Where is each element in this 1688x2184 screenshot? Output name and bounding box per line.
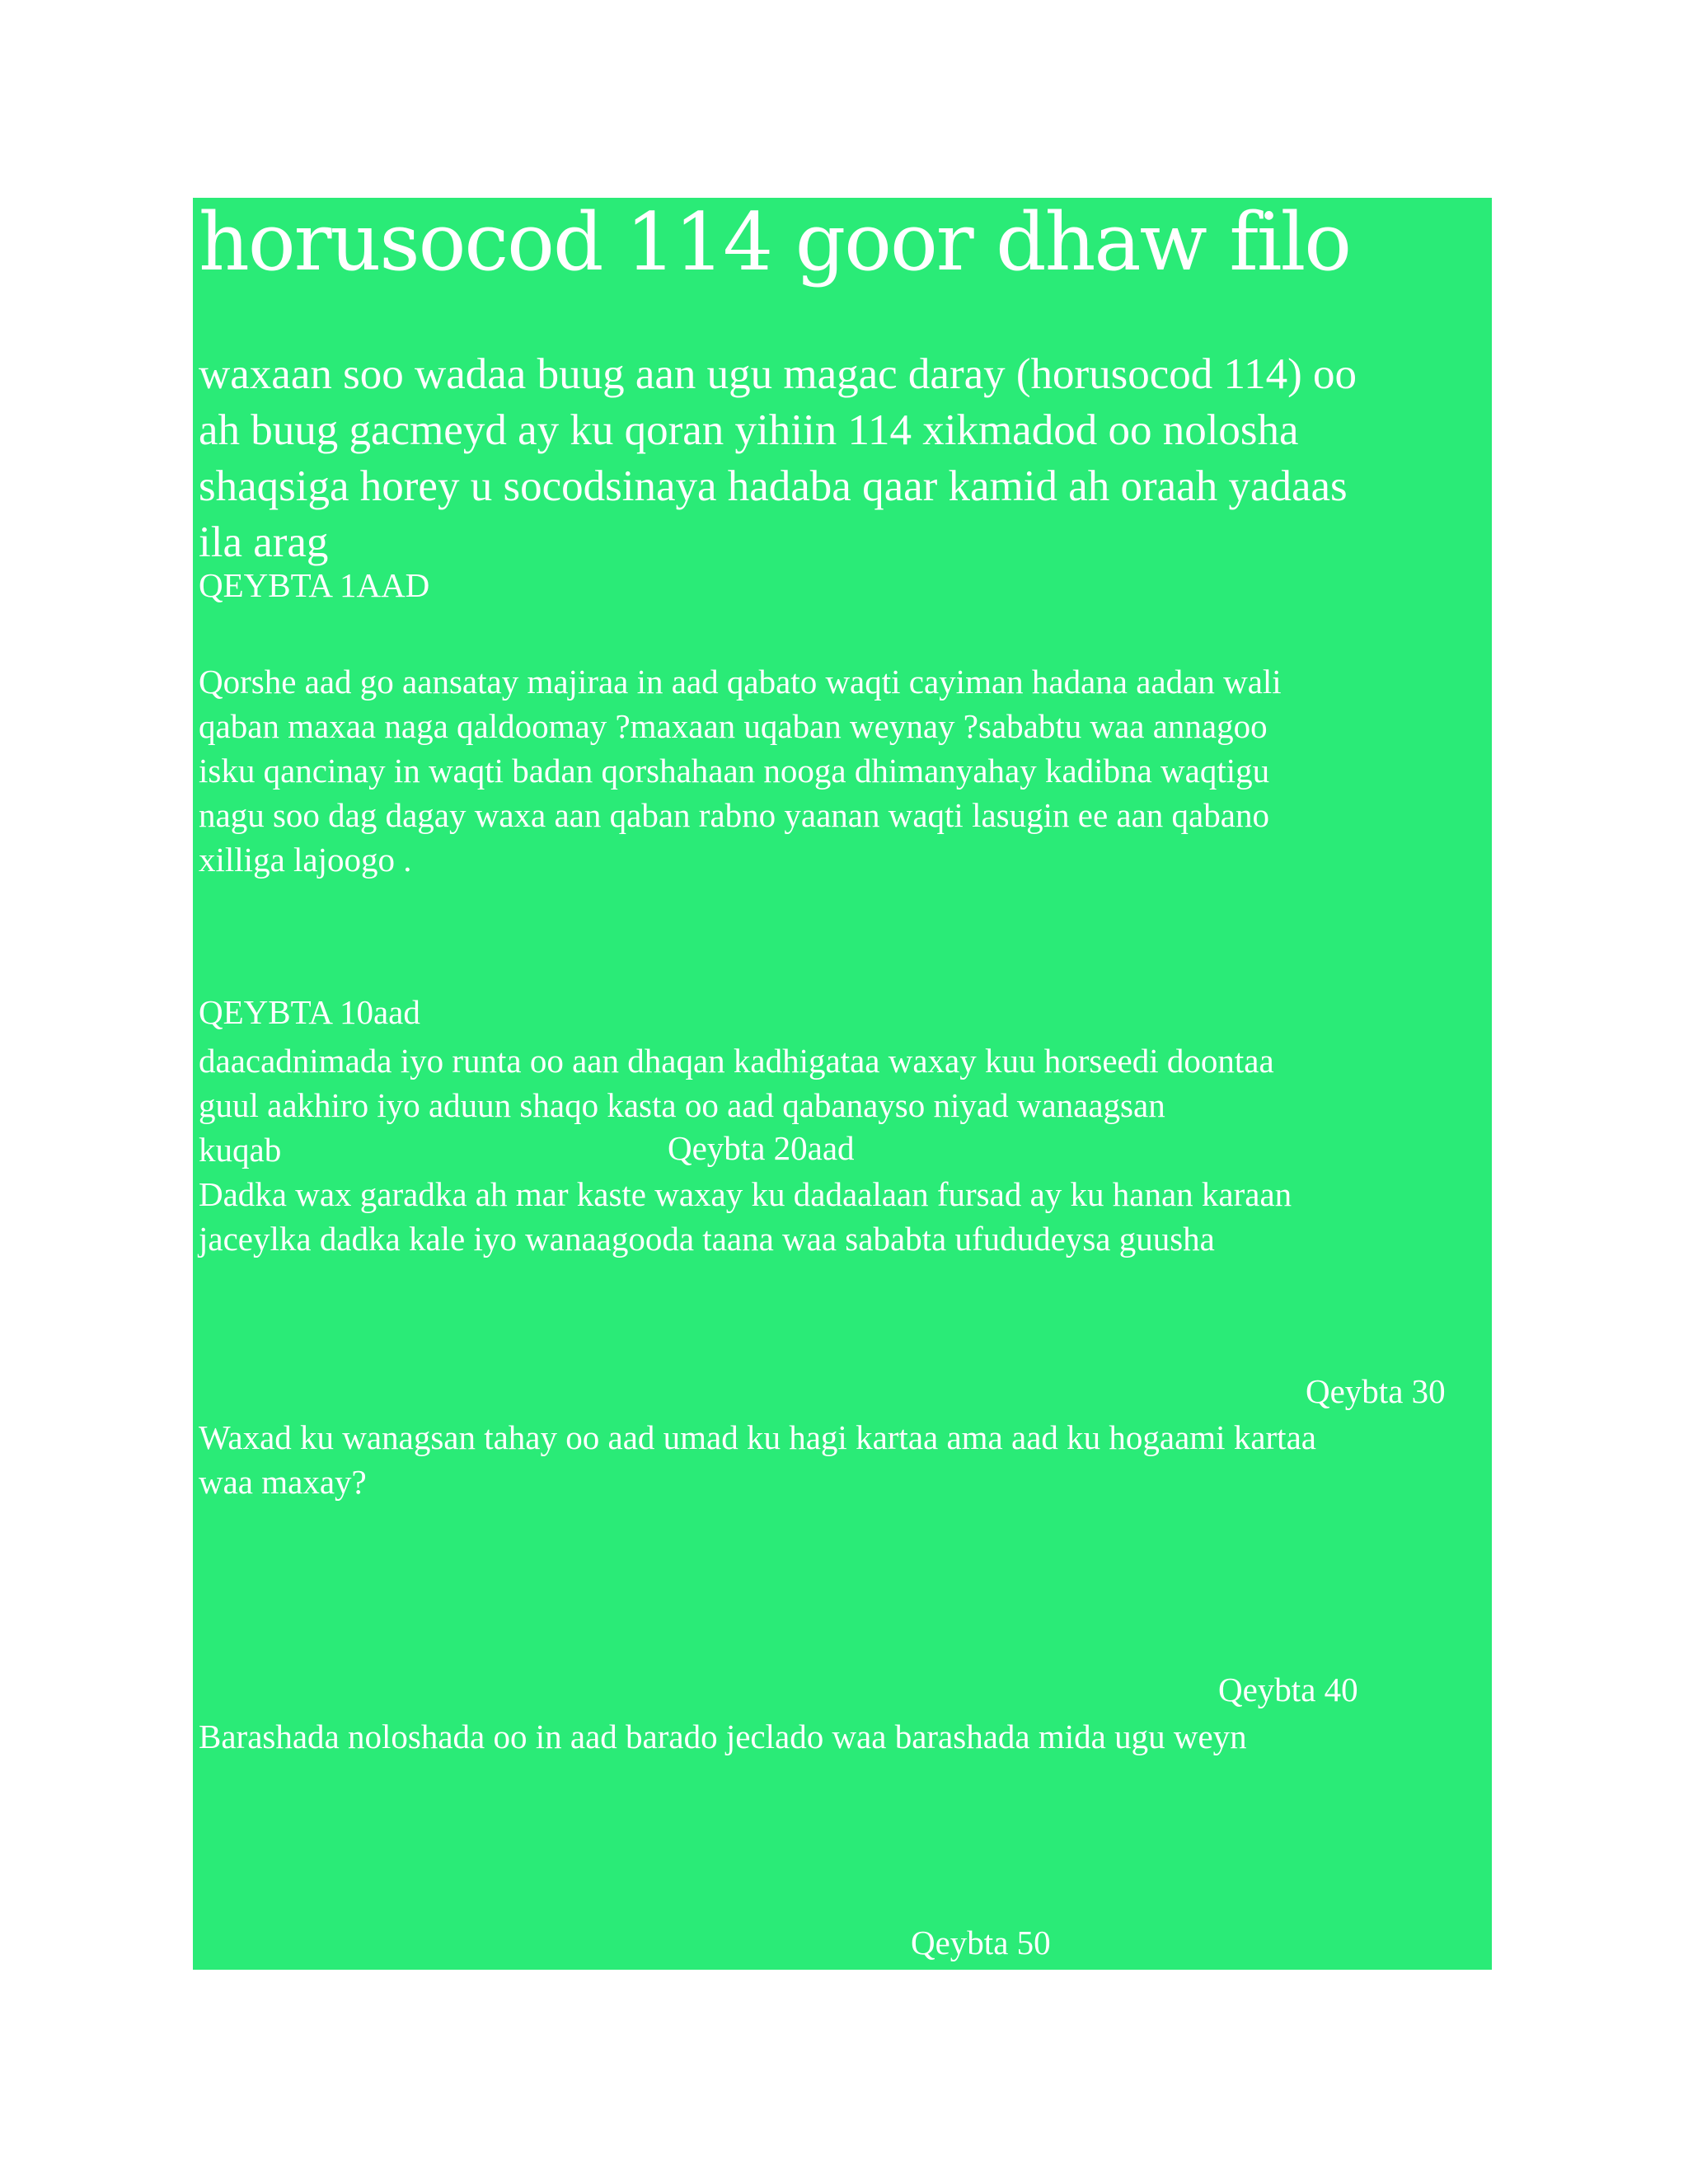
section-20-line: jaceylka dadka kale iyo wanaagooda taana waa sababta ufududeysa guusha	[199, 1220, 1215, 1258]
section-1-line: nagu soo dag dagay waxa aan qaban rabno yaanan waqti lasugin ee aan qabano	[199, 796, 1269, 834]
intro-line: ila arag	[199, 518, 329, 566]
section-1-body	[199, 659, 1282, 882]
intro-line: ah buug gacmeyd ay ku qoran yihiin 114 xikmadod oo nolosha	[199, 406, 1299, 454]
section-30-body	[199, 1415, 1316, 1504]
section-1-line: isku qancinay in waqti badan qorshahaan nooga dhimanyahay kadibna waqtigu	[199, 752, 1270, 790]
intro-line: shaqsiga horey u socodsinaya hadaba qaar kamid ah oraah yadaas	[199, 462, 1348, 510]
section-1-line: Qorshe aad go aansatay majiraa in aad qabato waqti cayiman hadana aadan wali	[199, 663, 1282, 701]
intro-line: waxaan soo wadaa buug aan ugu magac daray (horusocod 114) oo	[199, 350, 1357, 398]
section-20-heading: Qeybta 20aad	[668, 1129, 855, 1167]
section-10-heading: QEYBTA 10aad	[199, 993, 420, 1031]
intro-paragraph	[199, 346, 1493, 570]
section-40-line: Barashada noloshada oo in aad barado jeclado waa barashada mida ugu weyn	[199, 1718, 1247, 1755]
page-title: horusocod 114 goor dhaw filo	[199, 196, 1351, 288]
section-50-heading: Qeybta 50	[911, 1924, 1051, 1961]
section-1-heading: QEYBTA 1AAD	[199, 566, 430, 604]
section-20-body	[199, 1172, 1292, 1261]
section-30-line: Waxad ku wanagsan tahay oo aad umad ku hagi kartaa ama aad ku hogaami kartaa	[199, 1418, 1316, 1456]
section-30-heading: Qeybta 30	[1306, 1372, 1446, 1410]
section-10-line: daacadnimada iyo runta oo aan dhaqan kadhigataa waxay kuu horseedi doontaa	[199, 1042, 1274, 1080]
section-1-line: xilliga lajoogo .	[199, 841, 412, 879]
section-40-body	[199, 1714, 1247, 1759]
section-10-line: kuqab	[199, 1131, 282, 1169]
section-40-heading: Qeybta 40	[1218, 1671, 1358, 1708]
section-30-line: waa maxay?	[199, 1463, 367, 1501]
section-10-line: guul aakhiro iyo aduun shaqo kasta oo aad qabanayso niyad wanaagsan	[199, 1086, 1165, 1124]
section-20-line: Dadka wax garadka ah mar kaste waxay ku dadaalaan fursad ay ku hanan karaan	[199, 1175, 1292, 1213]
section-1-line: qaban maxaa naga qaldoomay ?maxaan uqaban weynay ?sababtu waa annagoo	[199, 707, 1268, 745]
